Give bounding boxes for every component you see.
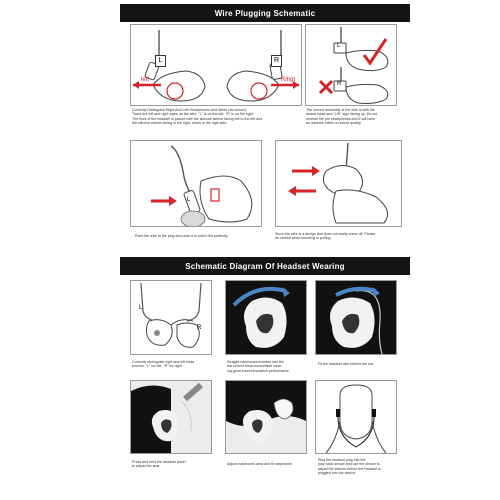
caption-pull-out: Since the wire is a design that does not easily come off, Please be careful when inserting or pulling. bbox=[275, 232, 376, 241]
earphones-lr-wearing-illustration bbox=[131, 281, 211, 354]
plug-insert-illustration bbox=[131, 141, 261, 226]
caption-adjust-earphone: Adjust earphones area and fit earphones bbox=[227, 462, 292, 466]
caption-plug-device: Plug the headset plug into the play back device and use the device to adjust the volume before the headset is plugged into the device. bbox=[318, 458, 381, 476]
wearing-title: Schematic Diagram Of Headset Wearing bbox=[185, 261, 345, 271]
careful-pull-illustration bbox=[276, 141, 401, 226]
panel-plug-in bbox=[130, 140, 262, 227]
press-headset-illustration bbox=[131, 381, 211, 453]
wearing-left-marker: L bbox=[139, 305, 143, 311]
assembly-right-marker: R bbox=[337, 81, 342, 87]
right-word-label: Rihgt bbox=[281, 77, 296, 83]
caption-press-headset: Press and hold the headset panel to adjust the seat. bbox=[132, 460, 186, 469]
wearing-title-banner bbox=[120, 257, 410, 275]
left-word-label: left bbox=[141, 77, 150, 83]
insert-earphone-illustration bbox=[226, 281, 306, 354]
plug-device-illustration bbox=[316, 381, 396, 453]
left-marker-box: L bbox=[155, 55, 166, 67]
caption-distinguish-lr: Correctly distinguish right and left head phones, "L" for left, "R" for right. bbox=[132, 360, 195, 369]
panel-correct-assembly bbox=[305, 24, 397, 106]
wearing-right-marker: R bbox=[197, 325, 202, 331]
caption-identify: Correctly Distinguish Right And Left Headphones And Wires (as shown). There are left and right signs on the wire, "L" is on the left, "R" is on the right. The front of the headset is placed with the silicone sleeve facing left to the left and the silicone sleeve facing to the right, which is the right side. bbox=[132, 108, 263, 126]
plug-left-marker: L bbox=[187, 197, 191, 203]
panel-press-headset bbox=[130, 380, 212, 454]
correct-wrong-assembly-illustration bbox=[306, 25, 396, 105]
assembly-left-marker: L bbox=[337, 43, 341, 49]
adjust-earphone-illustration bbox=[226, 381, 306, 453]
panel-distinguish-lr bbox=[130, 280, 212, 355]
panel-plug-device bbox=[315, 380, 397, 454]
wire-behind-ear-illustration bbox=[316, 281, 396, 354]
panel-wire-behind-ear bbox=[315, 280, 397, 355]
panel-pull-out bbox=[275, 140, 402, 227]
panel-adjust-earphone bbox=[225, 380, 307, 454]
caption-plug-in: Point the wire to the plug and push it in until it fits perfectly. bbox=[135, 234, 229, 238]
panel-left-right-identify bbox=[130, 24, 302, 106]
right-marker-box: R bbox=[271, 55, 282, 67]
wire-plugging-title-banner bbox=[120, 4, 410, 22]
caption-assembly: The correct assembly of the wire is with the nearer head and "L/R" sign facing up. Do not reverse the pin headphones and it will have an adverse effect on sound quality. bbox=[306, 108, 378, 126]
caption-wire-behind-ear: Fit the headset wire behind the ear. bbox=[318, 362, 375, 366]
caption-insert-earphone: Straight earphones inserted into the ear,correct wear,comfortable wear- ing,good sound insulation performance bbox=[227, 360, 289, 373]
panel-insert-earphone bbox=[225, 280, 307, 355]
wire-plugging-title: Wire Plugging Schematic bbox=[214, 8, 316, 18]
